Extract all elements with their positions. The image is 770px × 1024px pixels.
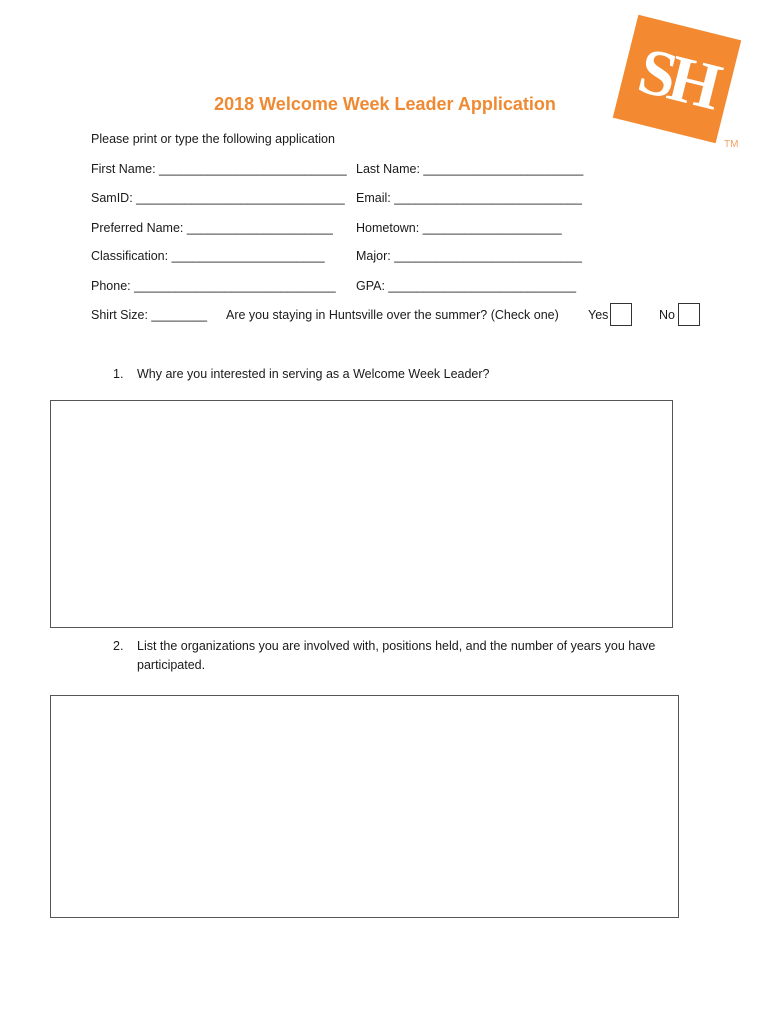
hometown-field[interactable]: Hometown: ____________________	[356, 221, 562, 235]
question-2-number: 2.	[113, 639, 124, 653]
major-field[interactable]: Major: ___________________________	[356, 249, 582, 263]
question-1-text: Why are you interested in serving as a Welcome Week Leader?	[137, 367, 490, 381]
gpa-field[interactable]: GPA: ___________________________	[356, 279, 577, 293]
classification-field[interactable]: Classification: ______________________	[91, 249, 325, 263]
logo-letters: SH	[631, 33, 723, 124]
instructions-text: Please print or type the following application	[91, 132, 335, 146]
email-field[interactable]: Email: ___________________________	[356, 191, 582, 205]
first-name-field[interactable]: First Name: ___________________________	[91, 162, 347, 176]
no-checkbox[interactable]	[678, 303, 700, 326]
yes-checkbox[interactable]	[610, 303, 632, 326]
question-2-answer-box[interactable]	[50, 695, 679, 918]
samid-field[interactable]: SamID: ______________________________	[91, 191, 345, 205]
question-2-text-line-1: List the organizations you are involved with, positions held, and the number of years you have	[137, 639, 656, 653]
question-1-answer-box[interactable]	[50, 400, 673, 628]
preferred-name-field[interactable]: Preferred Name: _____________________	[91, 221, 333, 235]
page-title: 2018 Welcome Week Leader Application	[214, 94, 556, 114]
question-2-text-line-2: participated.	[137, 658, 206, 672]
summer-question-label: Are you staying in Huntsville over the summer? (Check one)	[226, 308, 559, 322]
yes-label: Yes	[588, 308, 609, 322]
no-label: No	[659, 308, 675, 322]
sh-logo	[613, 15, 741, 143]
last-name-field[interactable]: Last Name: _______________________	[356, 162, 584, 176]
shirt-size-field[interactable]: Shirt Size: ________	[91, 308, 208, 322]
phone-field[interactable]: Phone: _____________________________	[91, 279, 336, 293]
question-1-number: 1.	[113, 367, 124, 381]
trademark-mark: TM	[724, 139, 739, 150]
